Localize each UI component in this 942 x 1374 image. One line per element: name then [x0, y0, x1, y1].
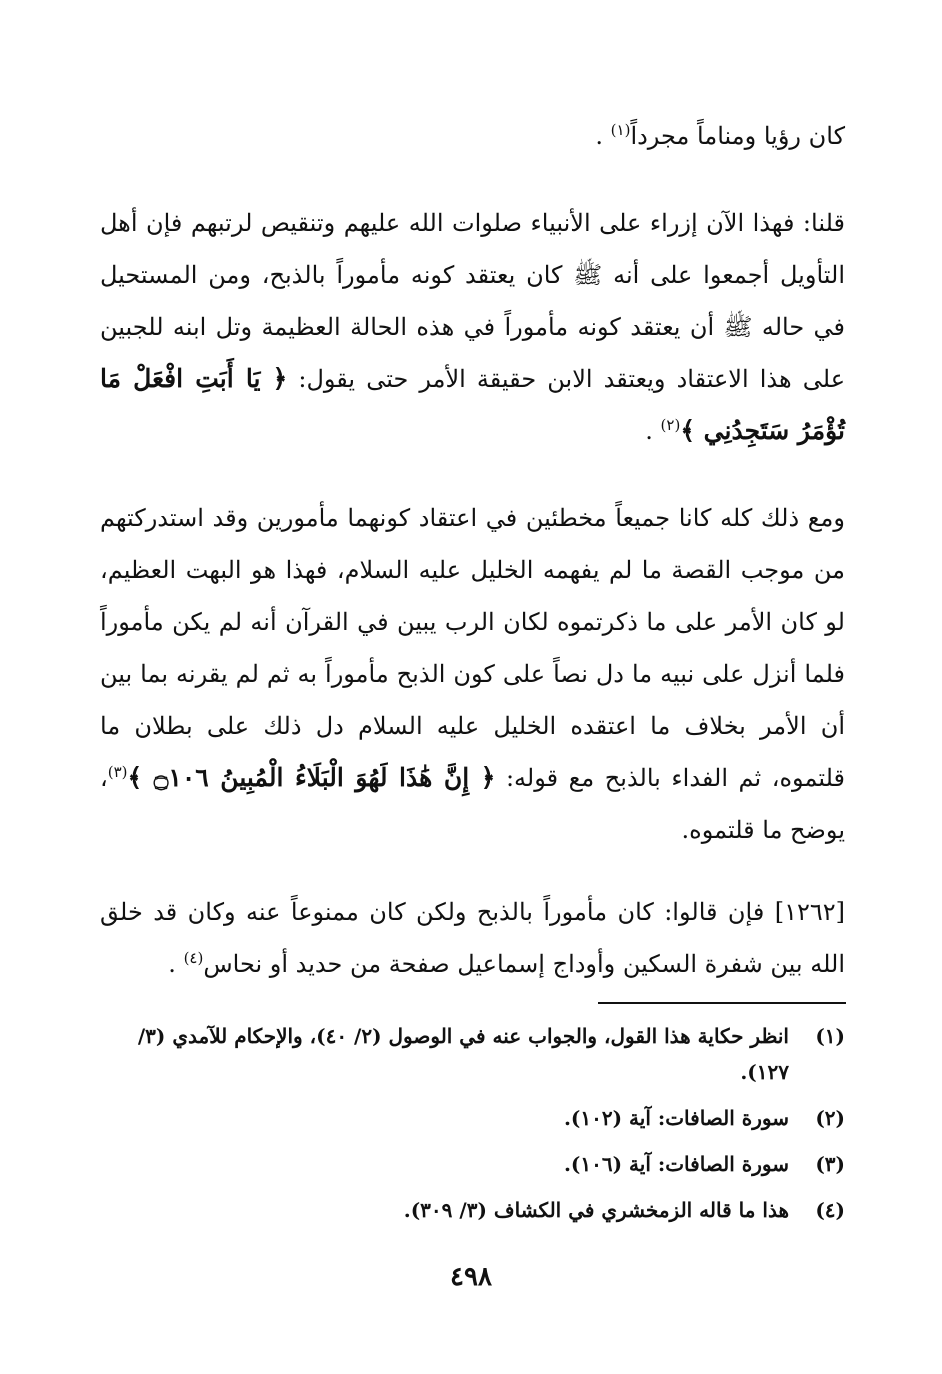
text-run: . — [595, 122, 611, 150]
footnote-text: انظر حكاية هذا القول، والجواب عنه في الوصول (٢/ ٤٠)، والإحكام للآمدي (٣/ ١٢٧). — [137, 1024, 789, 1084]
footnote-ref: (١) — [610, 121, 631, 139]
footnotes — [100, 1018, 845, 1238]
footnote-ref: (٣) — [107, 763, 128, 781]
text-run: ومع ذلك كله كانا جميعاً مخطئين في اعتقاد كونهما مأمورين وقد استدركتهم من موجب القصة ما لم يفهمه الخليل عليه السلام، فهذا هو البهت العظيم، لو كان الأمر على ما ذكرتموه لكان الرب يبين في القرآن أنه لم يكن مأموراً فلما أنزل على نبيه ما دل نصاً على كون الذبح مأموراً به ثم لم يقرنه بما بين أن الأمر بخلاف ما اعتقده الخليل عليه السلام دل ذلك على بطلان ما قلتموه، ثم الفداء بالذبح مع قوله: — [100, 504, 845, 792]
main-text — [100, 110, 845, 990]
page-number: ٤٩٨ — [450, 1262, 492, 1292]
text-run: . — [645, 417, 661, 445]
footnote-number: (٣) — [815, 1152, 845, 1176]
footnote-number: (٤) — [815, 1198, 845, 1222]
text-run: . — [168, 950, 184, 978]
paragraph-1 — [100, 110, 845, 162]
footnote-3 — [100, 1146, 845, 1182]
paragraph-3 — [100, 492, 845, 856]
text-run: ، يوضح ما قلتموه. — [100, 764, 845, 844]
paragraph-2 — [100, 197, 845, 457]
footnote-separator — [598, 1002, 846, 1004]
footnote-ref: (٢) — [660, 416, 681, 434]
footnote-text: هذا ما قاله الزمخشري في الكشاف (٣/ ٣٠٩). — [403, 1198, 789, 1222]
footnote-number: (٢) — [815, 1106, 845, 1130]
quran-quote: ﴿ إِنَّ هَٰذَا لَهُوَ الْبَلَاءُ الْمُبِينُ ۝١٠٦ ﴾ — [127, 763, 496, 792]
footnote-text: سورة الصافات: آية (١٠٢). — [563, 1106, 789, 1130]
footnote-2 — [100, 1100, 845, 1136]
paragraph-4 — [100, 886, 845, 990]
footnote-4 — [100, 1192, 845, 1228]
footnote-number: (١) — [815, 1024, 845, 1048]
text-run: قلنا: فهذا الآن إزراء على الأنبياء صلوات الله عليهم وتنقيص لرتبهم فإن أهل التأويل أجمعوا على أنه ﷺ كان يعتقد كونه مأموراً بالذبح، ومن المستحيل في حاله ﷺ أن يعتقد كونه مأموراً في هذه الحالة العظيمة وتل ابنه للجبين على هذا الاعتقاد ويعتقد الابن حقيقة الأمر حتى يقول: — [100, 209, 846, 393]
quran-quote: ﴿ يَا أَبَتِ افْعَلْ مَا تُؤْمَرُ سَتَجِدُنِي ﴾ — [100, 364, 845, 445]
text-run: [١٢٦٢] فإن قالوا: كان مأموراً بالذبح ولكن كان ممنوعاً عنه وكان قد خلق الله بين شفرة السكين وأوداج إسماعيل صفحة من حديد أو نحاس — [100, 898, 845, 978]
footnote-text: سورة الصافات: آية (١٠٦). — [563, 1152, 789, 1176]
text-run: كان رؤيا ومناماً مجرداً — [630, 122, 845, 150]
footnote-1 — [100, 1018, 845, 1090]
footnote-ref: (٤) — [183, 949, 204, 967]
